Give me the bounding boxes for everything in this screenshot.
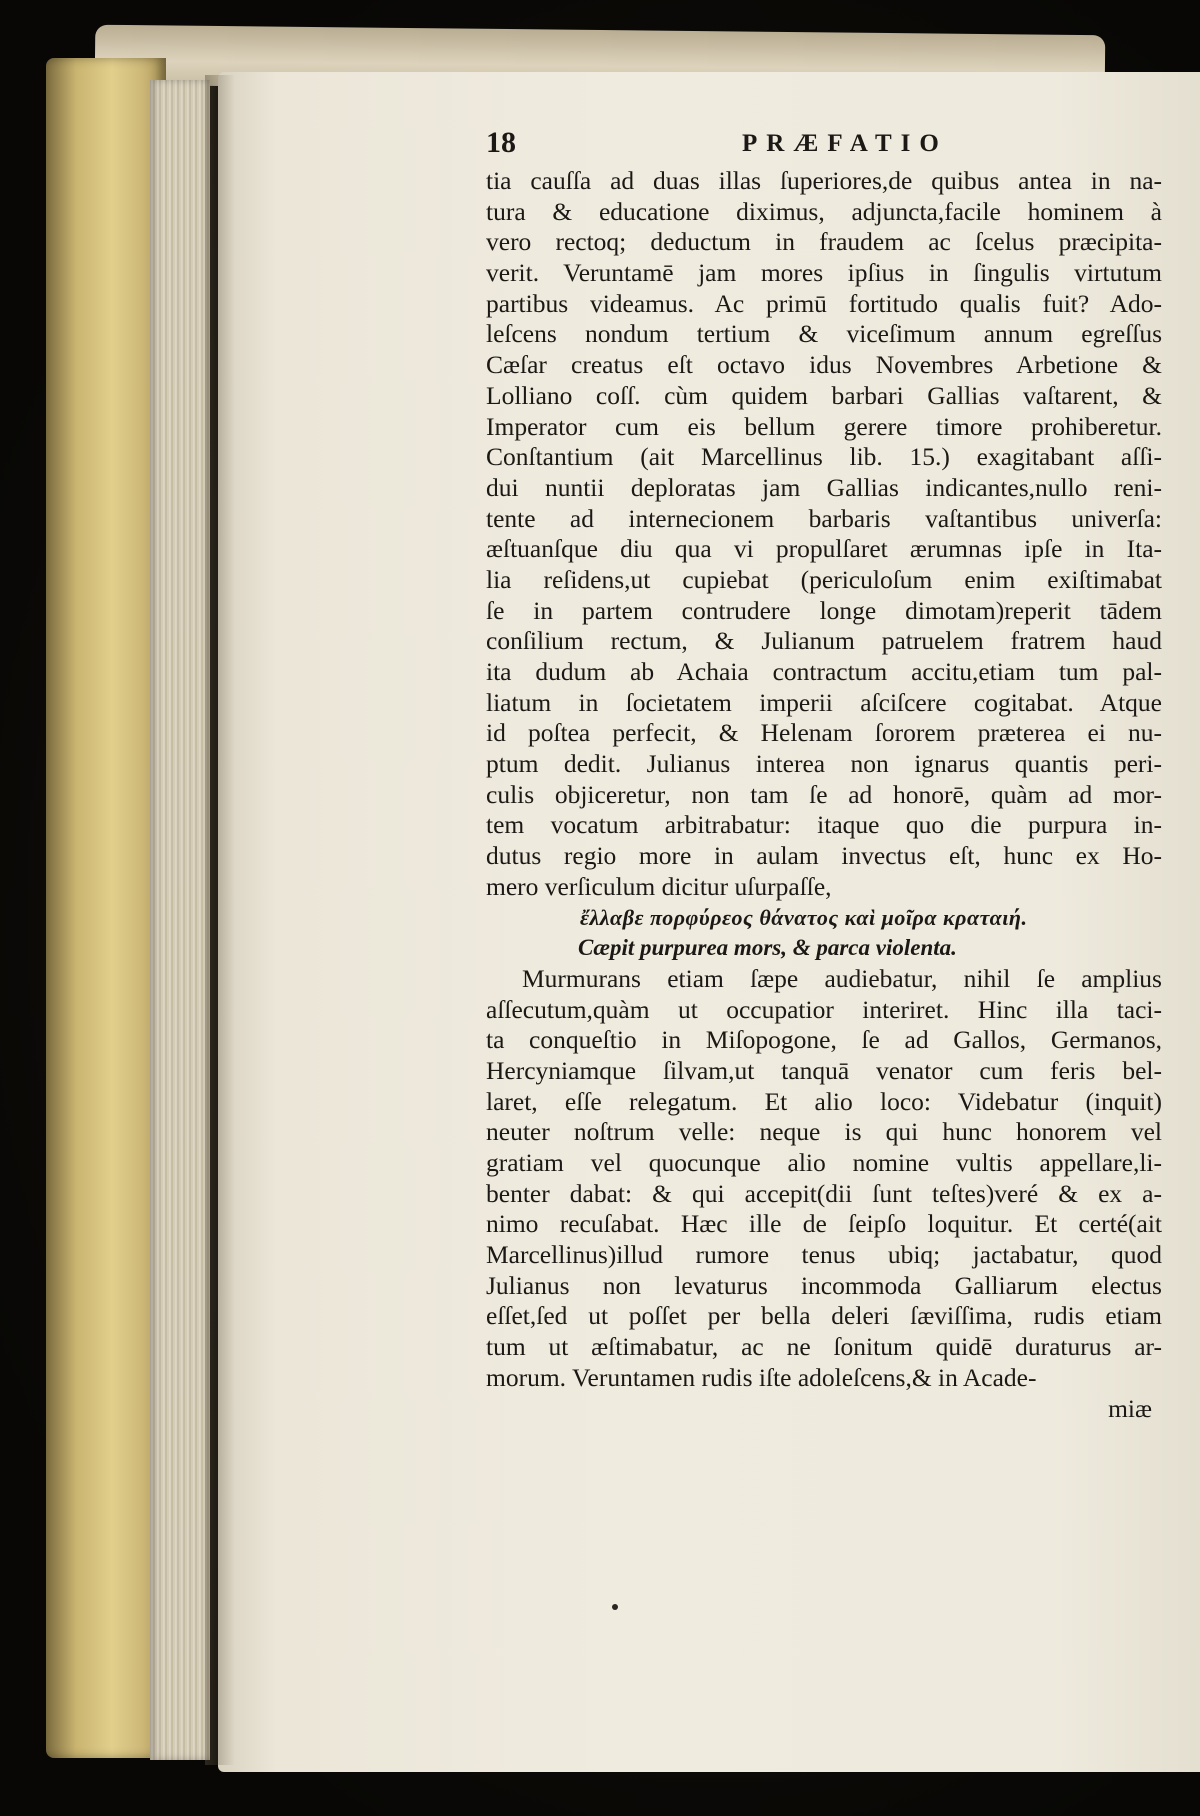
running-title: PRÆFATIO bbox=[742, 130, 948, 157]
text-line: Murmurans etiam ſæpe audiebatur, nihil ſe amplius bbox=[522, 963, 1162, 993]
text-line: liatum in ſocietatem imperii aſciſcere cogitabat. Atque bbox=[486, 687, 1162, 717]
text-line: Marcellinus)illud rumore tenus ubiq; jactabatur, quod bbox=[486, 1240, 1162, 1270]
text-line: mero verſiculum dicitur uſurpaſſe, bbox=[486, 871, 832, 901]
text-line: tia cauſſa ad duas illas ſuperiores,de quibus antea in na- bbox=[486, 166, 1162, 195]
text-line: lia reſidens,ut cupiebat (periculoſum enim exiſtimabat bbox=[486, 564, 1162, 594]
text-line: ita dudum ab Achaia contractum accitu,etiam tum pal- bbox=[486, 657, 1162, 686]
text-line: tem vocatum arbitrabatur: itaque quo die purpura in- bbox=[486, 810, 1162, 840]
text-line: eſſet,ſed ut poſſet per bella deleri ſæviſſima, rudis etiam bbox=[486, 1301, 1162, 1331]
text-line: leſcens nondum tertium & viceſimum annum egreſſus bbox=[486, 319, 1162, 349]
text-line: verit. Veruntamē jam mores ipſius in ſingulis virtutum bbox=[486, 258, 1162, 288]
text-line: aſſecutum,quàm ut occupatior interiret. Hinc illa taci- bbox=[486, 994, 1162, 1024]
paragraph-1 bbox=[486, 166, 1162, 903]
text-line: nimo recuſabat. Hæc ille de ſeipſo loquitur. Et certé(ait bbox=[486, 1209, 1162, 1239]
text-block bbox=[486, 126, 1162, 1424]
text-line: Lolliano coſſ. cùm quidem barbari Gallias vaſtarent, & bbox=[486, 380, 1162, 410]
page-number: 18 bbox=[486, 126, 516, 159]
page-stack bbox=[150, 80, 210, 1760]
text-line: culis objiceretur, non tam ſe ad honorē, quàm ad mor- bbox=[486, 779, 1162, 809]
text-line: ta conqueſtio in Miſopogone, ſe ad Gallos, Germanos, bbox=[486, 1025, 1162, 1055]
running-head bbox=[486, 126, 1162, 166]
text-line: id poſtea perfecit, & Helenam ſororem præterea ei nu- bbox=[486, 718, 1162, 748]
latin-verse: Cæpit purpurea mors, & parca violenta. bbox=[578, 935, 957, 961]
gutter-shadow bbox=[205, 75, 235, 1765]
text-line: dui nuntii deploratas jam Gallias indicantes,nullo reni- bbox=[486, 472, 1162, 502]
text-line: tura & educatione diximus, adjuncta,facile hominem à bbox=[486, 196, 1162, 226]
text-line: Imperator cum eis bellum gerere timore prohiberetur. bbox=[486, 411, 1162, 441]
text-line: laret, eſſe relegatum. Et alio loco: Videbatur (inquit) bbox=[486, 1086, 1162, 1116]
text-line: tum ut æſtimabatur, ac ne ſonitum quidē duraturus ar- bbox=[486, 1332, 1162, 1362]
text-line: Julianus non levaturus incommoda Galliarum electus bbox=[486, 1270, 1162, 1300]
text-line: vero rectoq; deductum in fraudem ac ſcelus præcipita- bbox=[486, 227, 1162, 257]
greek-quotation: ἔλλαβε πορφύρεος θάνατος καὶ μοῖρα κραταιή. bbox=[580, 904, 1028, 930]
text-line: morum. Veruntamen rudis iſte adoleſcens,& in Acade- bbox=[486, 1362, 1037, 1392]
text-line: gratiam vel quocunque alio nomine vultis appellare,li- bbox=[486, 1148, 1162, 1177]
catchword: miæ bbox=[1108, 1393, 1152, 1423]
text-line: Conſtantium (ait Marcellinus lib. 15.) exagitabant aſſi- bbox=[486, 442, 1162, 472]
text-line: Hercyniamque ſilvam,ut tanquā venator cum feris bel- bbox=[486, 1055, 1162, 1085]
text-line: dutus regio more in aulam invectus eſt, hunc ex Ho- bbox=[486, 841, 1162, 871]
text-line: ptum dedit. Julianus interea non ignarus quantis peri- bbox=[486, 749, 1162, 779]
text-line: æſtuanſque diu qua vi propulſaret ærumnas ipſe in Ita- bbox=[486, 534, 1162, 564]
paragraph-2 bbox=[486, 964, 1162, 1394]
text-line: conſilium rectum, & Julianum patruelem fratrem haud bbox=[486, 626, 1162, 656]
text-line: neuter noſtrum velle: neque is qui hunc honorem vel bbox=[486, 1117, 1162, 1147]
text-line: Cæſar creatus eſt octavo idus Novembres Arbetione & bbox=[486, 350, 1162, 380]
text-line: ſe in partem contrudere longe dimotam)reperit tādem bbox=[486, 595, 1162, 625]
text-line: tente ad internecionem barbaris vaſtantibus univerſa: bbox=[486, 503, 1162, 533]
book-cover-edge bbox=[46, 58, 166, 1758]
text-line: benter dabat: & qui accepit(dii ſunt teſtes)veré & ex a- bbox=[486, 1178, 1162, 1208]
text-line: partibus videamus. Ac primū fortitudo qualis fuit? Ado- bbox=[486, 288, 1162, 318]
page-speck bbox=[612, 1604, 618, 1610]
